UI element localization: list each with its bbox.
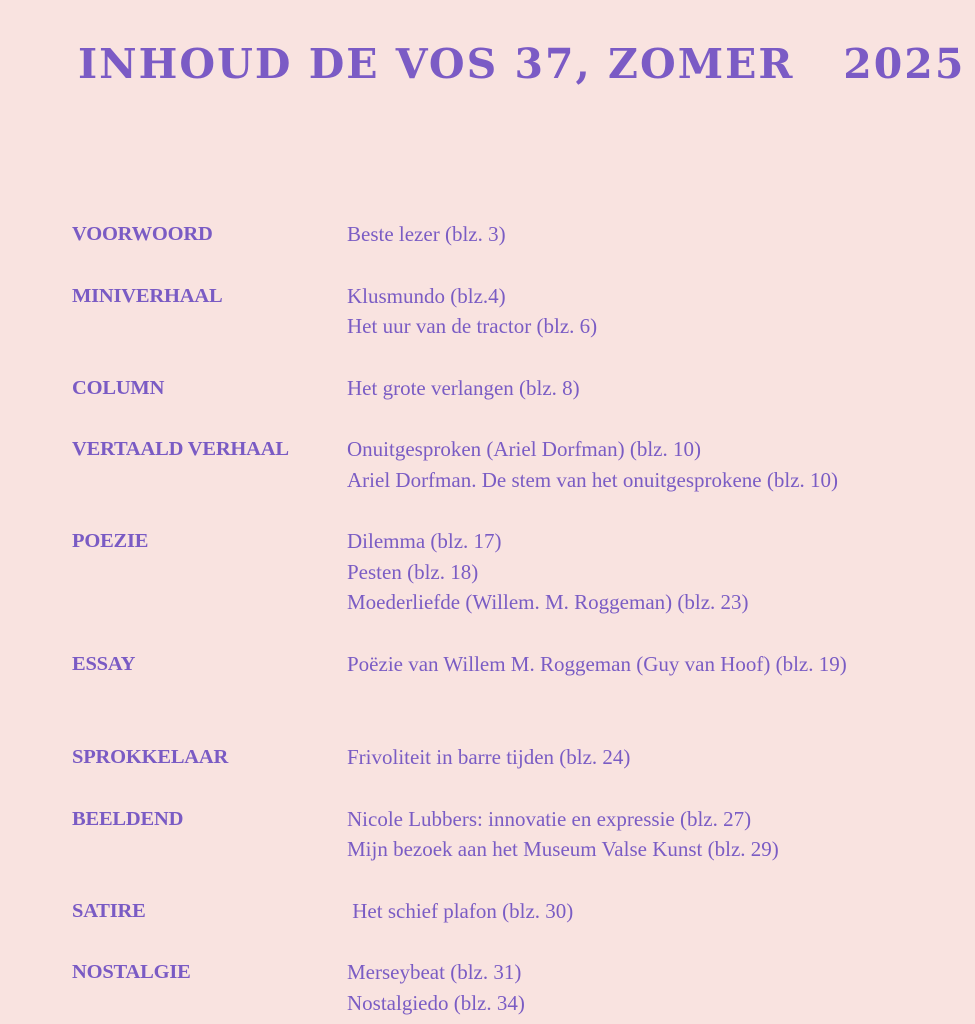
toc-entry: Het uur van de tractor (blz. 6) [347, 314, 598, 338]
section-category: SPROKKELAAR [72, 746, 229, 768]
section-category: BEELDEND [72, 807, 184, 830]
section-category: COLUMN [72, 376, 165, 399]
section-category: VOORWOORD [72, 223, 213, 245]
toc-section-essay [72, 649, 962, 680]
toc-entry: Het schief plafon (blz. 30) [347, 898, 574, 923]
section-entries [347, 804, 962, 865]
section-entries [347, 526, 962, 618]
toc-entry: Nicole Lubbers: innovatie en expressie (blz. 27) [347, 806, 752, 831]
section-entries [347, 649, 962, 680]
toc-entry: Het grote verlangen (blz. 8) [347, 375, 580, 400]
section-entries [347, 434, 962, 495]
section-category: VERTAALD VERHAAL [72, 438, 289, 460]
toc-entry: Frivoliteit in barre tijden (blz. 24) [347, 745, 631, 769]
toc-section-voorwoord [72, 219, 962, 250]
toc-entry: Klusmundo (blz.4) [347, 283, 506, 308]
section-category: SATIRE [72, 899, 146, 922]
toc-entry: Pesten (blz. 18) [347, 559, 479, 584]
section-entries [347, 281, 962, 342]
toc-entry: Dilemma (blz. 17) [347, 529, 502, 553]
toc-section-poezie [72, 526, 962, 618]
toc-section-sprokkelaar [72, 742, 962, 773]
toc-section-miniverhaal [72, 281, 962, 342]
section-category: ESSAY [72, 652, 136, 675]
section-entries [347, 219, 962, 250]
section-entries [347, 896, 962, 927]
toc-section-vertaald-verhaal [72, 434, 962, 495]
toc-entry: Ariel Dorfman. De stem van het onuitgesprokene (blz. 10) [347, 467, 839, 492]
table-of-contents [72, 219, 962, 1018]
toc-entry: Nostalgiedo (blz. 34) [347, 990, 525, 1015]
toc-entry: Merseybeat (blz. 31) [347, 960, 522, 984]
section-entries [347, 742, 962, 773]
toc-entry: Moederliefde (Willem. M. Roggeman) (blz. 23) [347, 590, 749, 614]
page-title: INHOUD DE VOS 37, ZOMER 2025 [78, 40, 966, 88]
section-category: POEZIE [72, 530, 149, 552]
section-entries [347, 957, 962, 1018]
section-entries [347, 373, 962, 404]
section-category: NOSTALGIE [72, 961, 191, 983]
toc-section-nostalgie [72, 957, 962, 1018]
toc-section-satire [72, 896, 962, 927]
section-category: MINIVERHAAL [72, 284, 223, 307]
toc-section-column [72, 373, 962, 404]
toc-section-beeldend [72, 804, 962, 865]
toc-entry: Onuitgesproken (Ariel Dorfman) (blz. 10) [347, 437, 701, 461]
toc-entry: Mijn bezoek aan het Museum Valse Kunst (blz. 29) [347, 837, 779, 861]
toc-entry: Beste lezer (blz. 3) [347, 222, 506, 246]
toc-entry: Poëzie van Willem M. Roggeman (Guy van Hoof) (blz. 19) [347, 651, 847, 676]
